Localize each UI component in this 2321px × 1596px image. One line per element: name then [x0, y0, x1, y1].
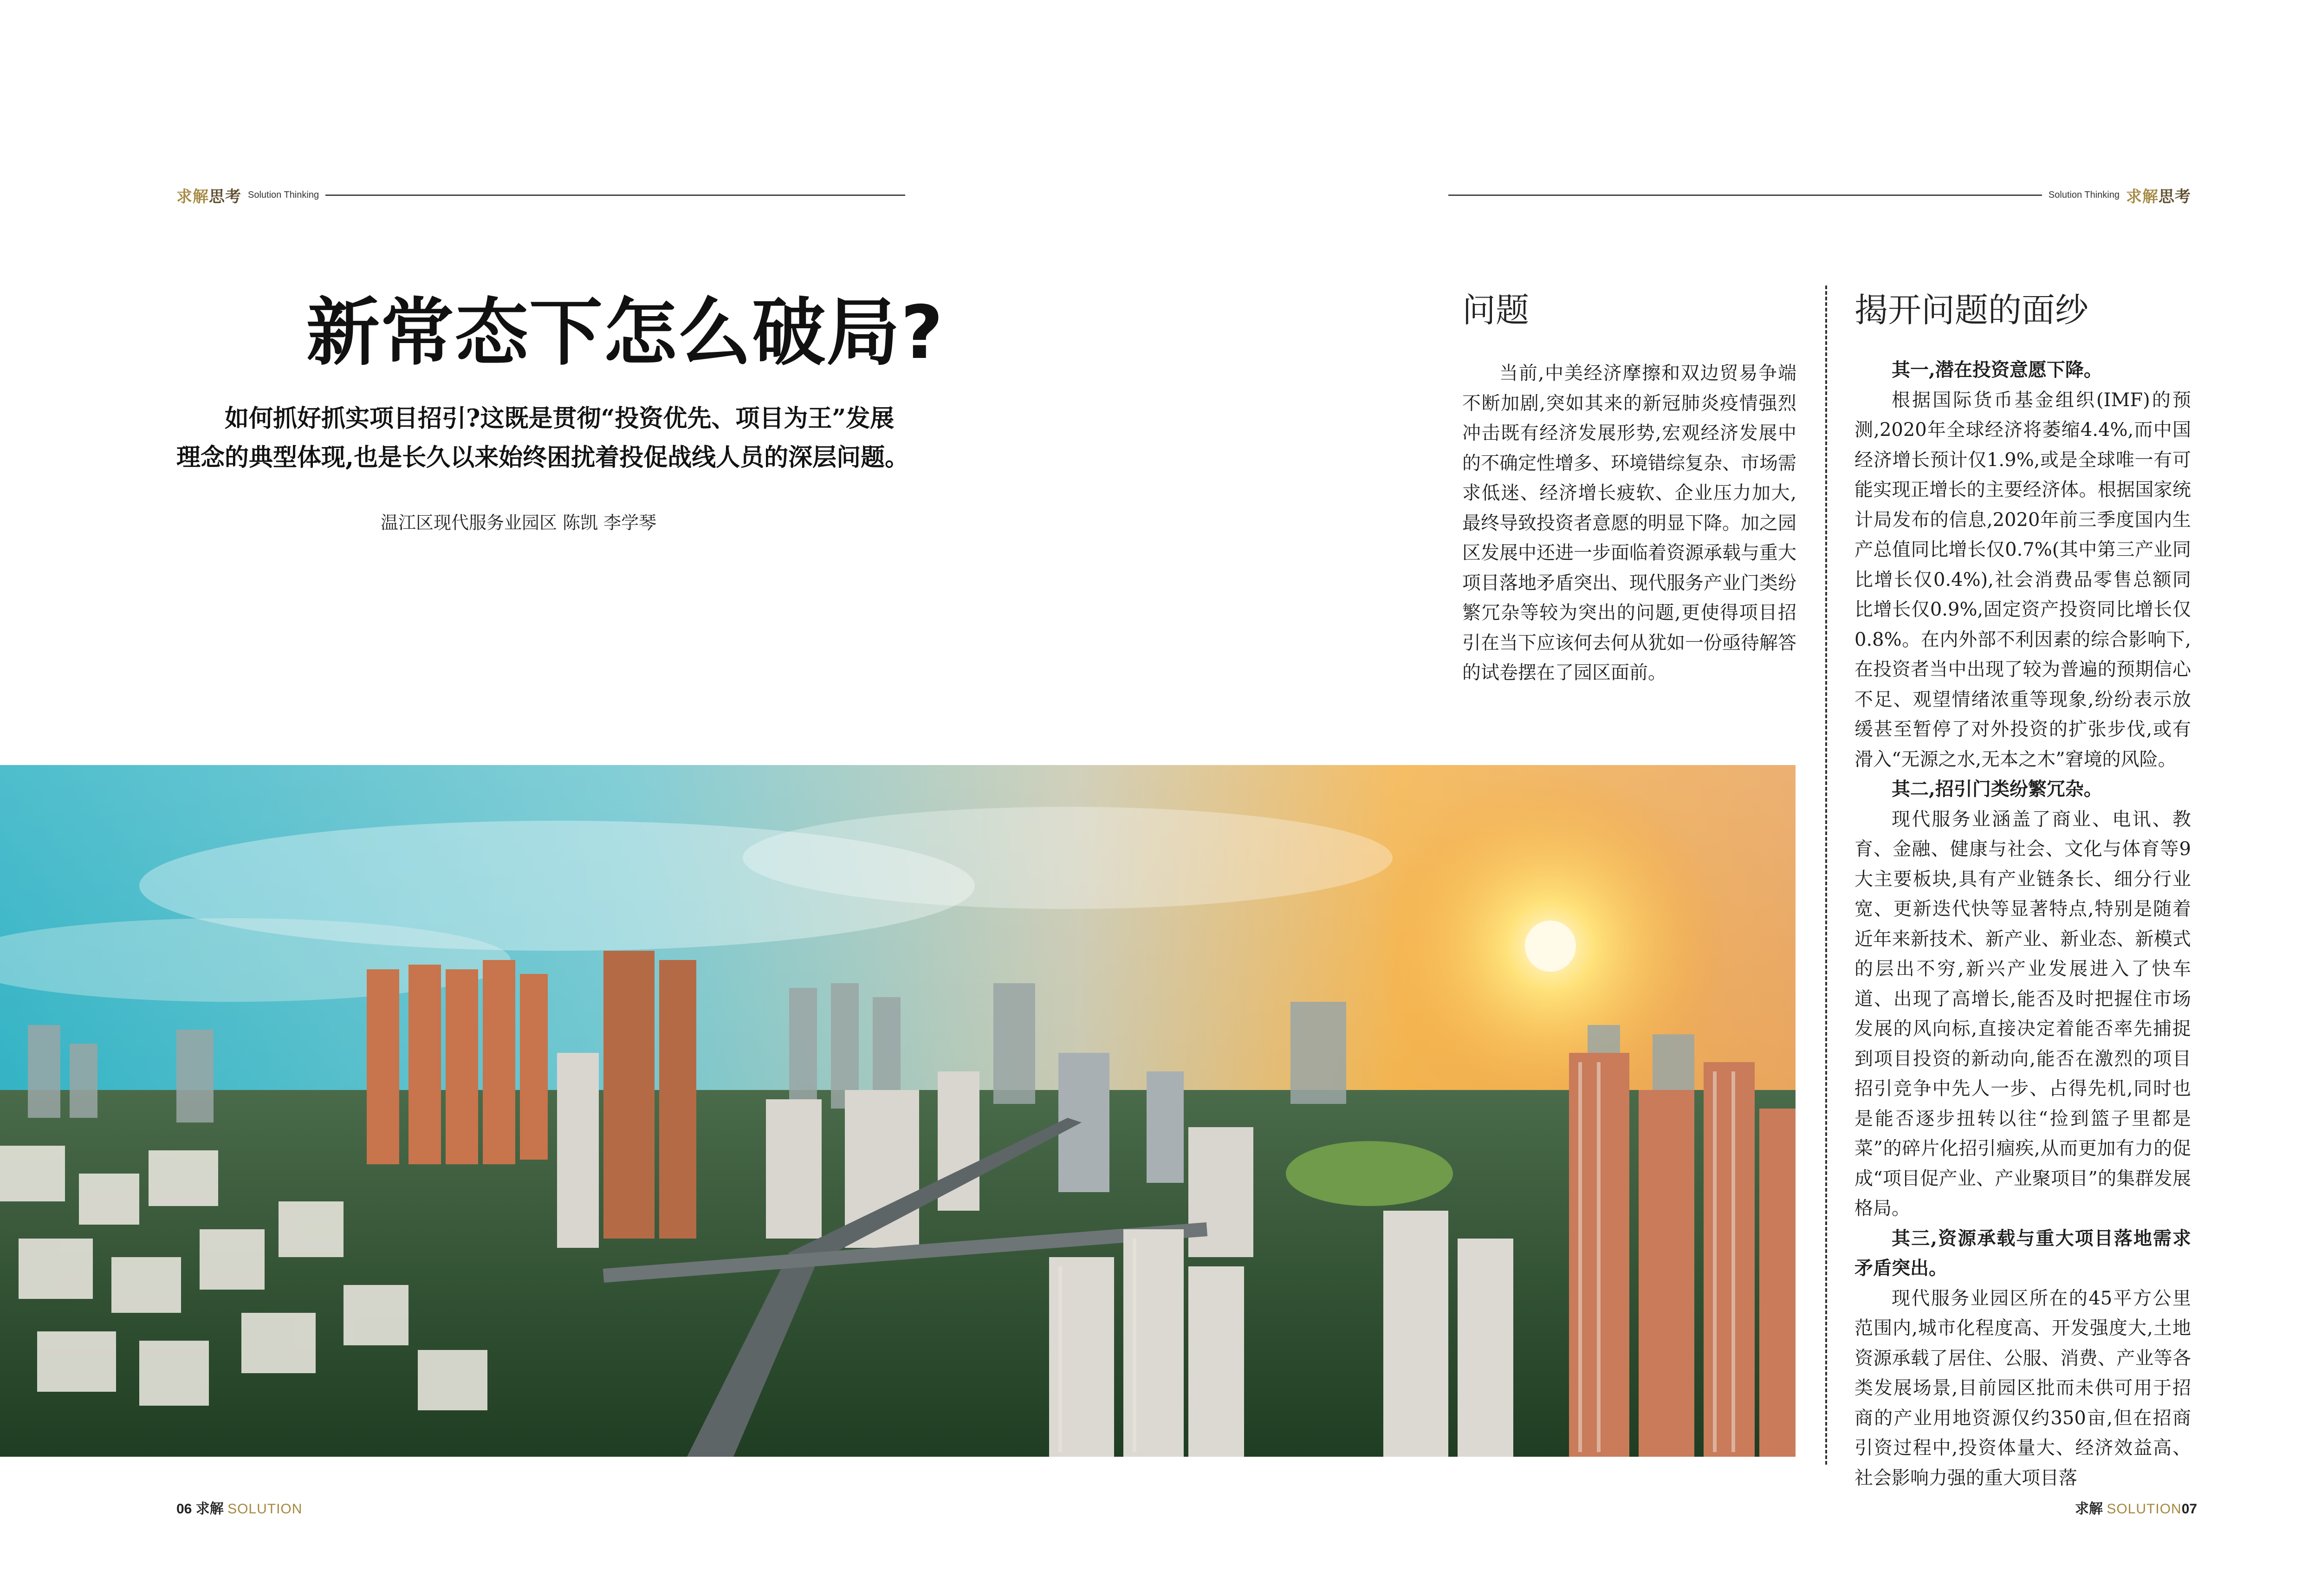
section-body-unveil: [1854, 355, 2191, 1493]
paragraph-3: 现代服务业园区所在的45平方公里范围内,城市化程度高、开发强度大,土地资源承载了居住、公服、消费、产业等各类发展场景,目前园区批而未供可用于招商的产业用地资源仅约350亩,但在招商引资过程中,投资体量大、经济效益高、社会影响力强的重大项目落: [1854, 1287, 2191, 1489]
section-heading-problem: 问题: [1462, 291, 1530, 330]
subheading-1: 其一,潜在投资意愿下降。: [1892, 359, 2102, 381]
running-head-right: [1448, 183, 2191, 207]
section-body-problem: 当前,中美经济摩擦和双边贸易争端不断加剧,突如其来的新冠肺炎疫情强烈冲击既有经济发展形势,宏观经济发展中的不确定性增多、环境错综复杂、市场需求低迷、经济增长疲软、企业压力加大,最终导致投资者意愿的明显下降。加之园区发展中还进一步面临着资源承载与重大项目落地矛盾突出、现代服务产业门类纷繁冗杂等较为突出的问题,更使得项目招引在当下应该何去何从犹如一份亟待解答的试卷摆在了园区面前。: [1462, 363, 1796, 683]
paragraph-2: 现代服务业涵盖了商业、电讯、教育、金融、健康与社会、文化与体育等9大主要板块,具有产业链条长、细分行业宽、更新迭代快等显著特点,特别是随着近年来新技术、新产业、新业态、新模式的层出不穷,新兴产业发展进入了快车道、出现了高增长,能否及时把握住市场发展的风向标,直接决定着能否率先捕捉到项目投资的新动向,能否在激烈的项目招引竞争中先人一步、占得先机,同时也是能否逐步扭转以往“捡到篮子里都是菜”的碎片化招引痼疾,从而更加有力的促成“项目促产业、产业聚项目”的集群发展格局。: [1854, 808, 2191, 1219]
paragraph-1: 根据国际货币基金组织(IMF)的预测,2020年全球经济将萎缩4.4%,而中国经济增长预计仅1.9%,或是全球唯一有可能实现正增长的主要经济体。根据国家统计局发布的信息,2020年前三季度国内生产总值同比增长仅0.7%(其中第三产业同比增长仅0.4%),社会消费品零售总额同比增长仅0.9%,固定资产投资同比增长仅0.8%。在内外部不利因素的综合影响下,在投资者当中出现了较为普遍的预期信心不足、观望情绪浓重等现象,纷纷表示放缓甚至暂停了对外投资的扩张步伐,或有滑入“无源之水,无本之木”窘境的风险。: [1854, 389, 2191, 770]
article-title: 新常态下怎么破局?: [306, 290, 944, 376]
running-head-rule: [1448, 195, 2042, 196]
magazine-name-en: SOLUTION: [227, 1501, 303, 1517]
article-lead: 如何抓好抓实项目招引?这既是贯彻“投资优先、项目为王”发展理念的典型体现,也是长久以来始终困扰着投促战线人员的深层问题。: [176, 404, 909, 472]
running-head-brand: 求解思考: [176, 187, 241, 206]
running-head-left: [176, 183, 905, 207]
magazine-name-en: SOLUTION: [2107, 1501, 2182, 1517]
running-head-rule: [325, 195, 905, 196]
column-divider: [1825, 285, 1827, 1465]
subheading-2: 其二,招引门类纷繁冗杂。: [1892, 778, 2102, 800]
section-heading-unveil: 揭开问题的面纱: [1854, 291, 2089, 330]
page-number: 06: [176, 1501, 192, 1517]
magazine-name: 求解: [2075, 1501, 2103, 1517]
folio-right: [2075, 1497, 2197, 1518]
folio-left: [176, 1497, 302, 1518]
article-byline: 温江区现代服务业园区 陈凯 李学琴: [381, 513, 657, 533]
page-number: 07: [2181, 1501, 2198, 1517]
running-head-brand: 求解思考: [2126, 187, 2191, 206]
subheading-3: 其三,资源承载与重大项目落地需求矛盾突出。: [1854, 1227, 2191, 1279]
running-head-subtitle: Solution Thinking: [248, 189, 319, 200]
running-head-subtitle: Solution Thinking: [2048, 189, 2120, 200]
magazine-name: 求解: [195, 1501, 224, 1517]
